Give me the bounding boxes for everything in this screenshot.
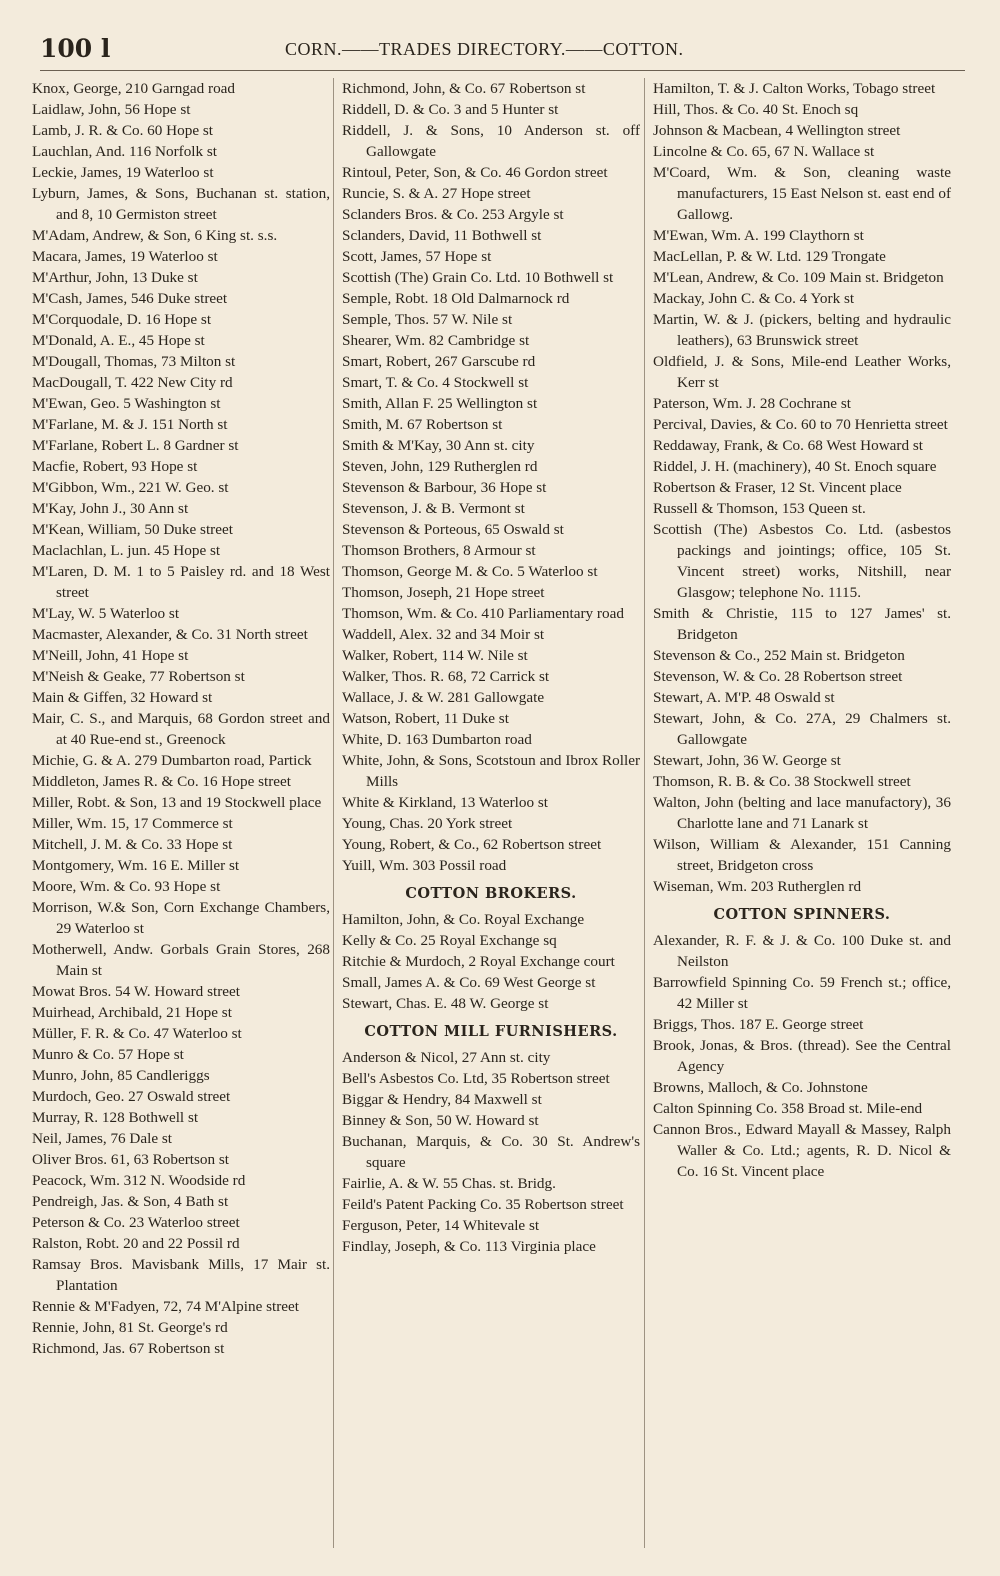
directory-entry: Walton, John (belting and lace manufactory), 36 Charlotte lane and 71 Lanark st (653, 794, 951, 832)
directory-entry: Waddell, Alex. 32 and 34 Moir st (342, 626, 545, 643)
directory-entry: Riddell, J. & Sons, 10 Anderson st. off Gallowgate (342, 122, 640, 160)
column-divider (333, 78, 334, 1548)
directory-entry: Ferguson, Peter, 14 Whitevale st (342, 1217, 540, 1234)
directory-entry: Oliver Bros. 61, 63 Robertson st (32, 1151, 230, 1168)
directory-entry: Shearer, Wm. 82 Cambridge st (342, 332, 530, 349)
directory-entry: Macfie, Robert, 93 Hope st (32, 458, 198, 475)
directory-entry: Muirhead, Archibald, 21 Hope st (32, 1004, 232, 1021)
directory-entry: Binney & Son, 50 W. Howard st (342, 1112, 539, 1129)
directory-entry: Mackay, John C. & Co. 4 York st (653, 290, 855, 307)
directory-entry: Moore, Wm. & Co. 93 Hope st (32, 878, 221, 895)
directory-entry: Runcie, S. & A. 27 Hope street (342, 185, 531, 202)
directory-entry: Steven, John, 129 Rutherglen rd (342, 458, 538, 475)
directory-entry: Scott, James, 57 Hope st (342, 248, 492, 265)
directory-entry: Reddaway, Frank, & Co. 68 West Howard st (653, 437, 924, 454)
directory-entry: Mair, C. S., and Marquis, 68 Gordon street and at 40 Rue-end st., Greenock (32, 710, 330, 748)
directory-entry: M'Neish & Geake, 77 Robertson st (32, 668, 245, 685)
directory-entry: Smith & Christie, 115 to 127 James' st. Bridgeton (653, 605, 951, 643)
directory-entry: Watson, Robert, 11 Duke st (342, 710, 509, 727)
directory-entry: Hamilton, T. & J. Calton Works, Tobago street (653, 80, 936, 97)
directory-entry: Anderson & Nicol, 27 Ann st. city (342, 1049, 551, 1066)
directory-entry: Semple, Thos. 57 W. Nile st (342, 311, 513, 328)
directory-entry: MacLellan, P. & W. Ltd. 129 Trongate (653, 248, 886, 265)
directory-entry: Martin, W. & J. (pickers, belting and hydraulic leathers), 63 Brunswick street (653, 311, 951, 349)
directory-entry: Smith & M'Kay, 30 Ann st. city (342, 437, 535, 454)
directory-entry: Hill, Thos. & Co. 40 St. Enoch sq (653, 101, 859, 118)
directory-entry: Michie, G. & A. 279 Dumbarton road, Partick (32, 752, 312, 769)
directory-entry: Middleton, James R. & Co. 16 Hope street (32, 773, 292, 790)
directory-entry: Bell's Asbestos Co. Ltd, 35 Robertson street (342, 1070, 610, 1087)
directory-entry: Kelly & Co. 25 Royal Exchange sq (342, 932, 557, 949)
directory-entry: White & Kirkland, 13 Waterloo st (342, 794, 549, 811)
page-header (40, 34, 980, 68)
directory-entry: M'Lean, Andrew, & Co. 109 Main st. Bridgeton (653, 269, 944, 286)
column-2 (342, 78, 640, 1558)
directory-entry: Yuill, Wm. 303 Possil road (342, 857, 507, 874)
column-1 (32, 78, 330, 1558)
directory-entry: Briggs, Thos. 187 E. George street (653, 1016, 864, 1033)
directory-entry: Lincolne & Co. 65, 67 N. Wallace st (653, 143, 875, 160)
section-heading-cotton-mill-furnishers: COTTON MILL FURNISHERS. (364, 1023, 618, 1040)
directory-entry: M'Farlane, M. & J. 151 North st (32, 416, 228, 433)
directory-entry: Riddel, J. H. (machinery), 40 St. Enoch square (653, 458, 937, 475)
listing-group (342, 1047, 640, 1257)
directory-entry: Thomson, George M. & Co. 5 Waterloo st (342, 563, 598, 580)
directory-entry: Ralston, Robt. 20 and 22 Possil rd (32, 1235, 240, 1252)
directory-entry: Richmond, John, & Co. 67 Robertson st (342, 80, 586, 97)
directory-entry: Young, Robert, & Co., 62 Robertson street (342, 836, 602, 853)
directory-entry: Knox, George, 210 Garngad road (32, 80, 236, 97)
running-head: CORN.——TRADES DIRECTORY.——COTTON. (285, 39, 684, 59)
directory-entry: Stewart, John, 36 W. George st (653, 752, 841, 769)
directory-entry: M'Lay, W. 5 Waterloo st (32, 605, 180, 622)
directory-entry: Stewart, Chas. E. 48 W. George st (342, 995, 549, 1012)
directory-entry: Thomson Brothers, 8 Armour st (342, 542, 536, 559)
directory-entry: Sclanders, David, 11 Bothwell st (342, 227, 542, 244)
directory-entry: Stevenson & Porteous, 65 Oswald st (342, 521, 564, 538)
listing-group (342, 909, 640, 1014)
directory-entry: Paterson, Wm. J. 28 Cochrane st (653, 395, 851, 412)
directory-entry: Peterson & Co. 23 Waterloo street (32, 1214, 240, 1231)
directory-entry: Feild's Patent Packing Co. 35 Robertson street (342, 1196, 624, 1213)
directory-entry: M'Arthur, John, 13 Duke st (32, 269, 198, 286)
directory-entry: Findlay, Joseph, & Co. 113 Virginia place (342, 1238, 596, 1255)
directory-entry: Scottish (The) Asbestos Co. Ltd. (asbestos packings and jointings; office, 105 St. Vincent street) works, Nitshill, near Glasgow; telephone No. 1115. (653, 521, 951, 601)
directory-entry: Stewart, A. M'P. 48 Oswald st (653, 689, 835, 706)
directory-entry: MacDougall, T. 422 New City rd (32, 374, 233, 391)
directory-entry: Walker, Robert, 114 W. Nile st (342, 647, 528, 664)
directory-entry: Ramsay Bros. Mavisbank Mills, 17 Mair st. Plantation (32, 1256, 330, 1294)
directory-entry: Biggar & Hendry, 84 Maxwell st (342, 1091, 542, 1108)
directory-entry: Walker, Thos. R. 68, 72 Carrick st (342, 668, 550, 685)
directory-entry: M'Gibbon, Wm., 221 W. Geo. st (32, 479, 229, 496)
directory-entry: Lauchlan, And. 116 Norfolk st (32, 143, 218, 160)
directory-entry: Miller, Robt. & Son, 13 and 19 Stockwell place (32, 794, 322, 811)
directory-entry: Neil, James, 76 Dale st (32, 1130, 173, 1147)
directory-entry: Rintoul, Peter, Son, & Co. 46 Gordon street (342, 164, 608, 181)
directory-entry: Müller, F. R. & Co. 47 Waterloo st (32, 1025, 242, 1042)
directory-entry: Richmond, Jas. 67 Robertson st (32, 1340, 225, 1357)
directory-entry: Thomson, R. B. & Co. 38 Stockwell street (653, 773, 911, 790)
directory-entry: Smith, Allan F. 25 Wellington st (342, 395, 538, 412)
directory-entry: Fairlie, A. & W. 55 Chas. st. Bridg. (342, 1175, 556, 1192)
section-heading-cotton-spinners: COTTON SPINNERS. (713, 906, 891, 923)
directory-entry: Miller, Wm. 15, 17 Commerce st (32, 815, 233, 832)
section-heading-cotton-brokers: COTTON BROKERS. (405, 885, 577, 902)
directory-entry: Cannon Bros., Edward Mayall & Massey, Ralph Waller & Co. Ltd.; agents, R. D. Nicol & Co. 16 St. Vincent place (653, 1121, 951, 1180)
directory-entry: Calton Spinning Co. 358 Broad st. Mile-end (653, 1100, 923, 1117)
column-divider (644, 78, 645, 1548)
directory-entry: Oldfield, J. & Sons, Mile-end Leather Works, Kerr st (653, 353, 951, 391)
directory-entry: Ritchie & Murdoch, 2 Royal Exchange court (342, 953, 615, 970)
directory-entry: Thomson, Wm. & Co. 410 Parliamentary road (342, 605, 624, 622)
directory-entry: Wiseman, Wm. 203 Rutherglen rd (653, 878, 862, 895)
directory-entry: M'Adam, Andrew, & Son, 6 King st. s.s. (32, 227, 278, 244)
directory-entry: Russell & Thomson, 153 Queen st. (653, 500, 866, 517)
listing-group (32, 78, 330, 1359)
directory-entry: M'Dougall, Thomas, 73 Milton st (32, 353, 236, 370)
directory-entry: Johnson & Macbean, 4 Wellington street (653, 122, 901, 139)
directory-entry: Stevenson, J. & B. Vermont st (342, 500, 525, 517)
column-3 (653, 78, 951, 1558)
directory-entry: Smart, Robert, 267 Garscube rd (342, 353, 536, 370)
directory-entry: Robertson & Fraser, 12 St. Vincent place (653, 479, 902, 496)
directory-entry: Small, James A. & Co. 69 West George st (342, 974, 596, 991)
directory-entry: Semple, Robt. 18 Old Dalmarnock rd (342, 290, 570, 307)
directory-entry: M'Farlane, Robert L. 8 Gardner st (32, 437, 239, 454)
directory-entry: Macara, James, 19 Waterloo st (32, 248, 218, 265)
directory-entry: Leckie, James, 19 Waterloo st (32, 164, 214, 181)
directory-entry: M'Cash, James, 546 Duke street (32, 290, 228, 307)
directory-entry: M'Laren, D. M. 1 to 5 Paisley rd. and 18 West street (32, 563, 330, 601)
listing-group (653, 78, 951, 897)
directory-entry: M'Kay, John J., 30 Ann st (32, 500, 189, 517)
directory-entry: Lamb, J. R. & Co. 60 Hope st (32, 122, 213, 139)
directory-entry: M'Neill, John, 41 Hope st (32, 647, 189, 664)
directory-entry: White, D. 163 Dumbarton road (342, 731, 532, 748)
directory-entry: Stevenson, W. & Co. 28 Robertson street (653, 668, 903, 685)
page-number: 100 l (40, 34, 111, 63)
directory-entry: Mowat Bros. 54 W. Howard street (32, 983, 240, 1000)
directory-entry: White, John, & Sons, Scotstoun and Ibrox Roller Mills (342, 752, 640, 790)
directory-entry: Rennie & M'Fadyen, 72, 74 M'Alpine street (32, 1298, 299, 1315)
listing-group (342, 78, 640, 876)
directory-entry: Maclachlan, L. jun. 45 Hope st (32, 542, 221, 559)
directory-entry: Lyburn, James, & Sons, Buchanan st. station, and 8, 10 Germiston street (32, 185, 330, 223)
header-rule (40, 70, 965, 71)
directory-entry: M'Corquodale, D. 16 Hope st (32, 311, 212, 328)
directory-entry: Thomson, Joseph, 21 Hope street (342, 584, 545, 601)
directory-entry: M'Ewan, Wm. A. 199 Claythorn st (653, 227, 864, 244)
directory-entry: Young, Chas. 20 York street (342, 815, 513, 832)
directory-entry: Scottish (The) Grain Co. Ltd. 10 Bothwell st (342, 269, 614, 286)
directory-entry: M'Donald, A. E., 45 Hope st (32, 332, 205, 349)
directory-entry: Percival, Davies, & Co. 60 to 70 Henrietta street (653, 416, 948, 433)
directory-entry: Murray, R. 128 Bothwell st (32, 1109, 199, 1126)
directory-entry: Montgomery, Wm. 16 E. Miller st (32, 857, 240, 874)
directory-entry: Motherwell, Andw. Gorbals Grain Stores, 268 Main st (32, 941, 330, 979)
directory-entry: Laidlaw, John, 56 Hope st (32, 101, 191, 118)
directory-entry: Wallace, J. & W. 281 Gallowgate (342, 689, 545, 706)
directory-entry: Stevenson & Co., 252 Main st. Bridgeton (653, 647, 905, 664)
directory-entry: Munro, John, 85 Candleriggs (32, 1067, 210, 1084)
directory-entry: Brook, Jonas, & Bros. (thread). See the Central Agency (653, 1037, 951, 1075)
directory-entry: Smith, M. 67 Robertson st (342, 416, 503, 433)
directory-entry: Riddell, D. & Co. 3 and 5 Hunter st (342, 101, 559, 118)
directory-entry: Macmaster, Alexander, & Co. 31 North street (32, 626, 308, 643)
directory-entry: Buchanan, Marquis, & Co. 30 St. Andrew's square (342, 1133, 640, 1171)
directory-entry: Smart, T. & Co. 4 Stockwell st (342, 374, 529, 391)
directory-entry: M'Ewan, Geo. 5 Washington st (32, 395, 221, 412)
directory-entry: Stewart, John, & Co. 27A, 29 Chalmers st. Gallowgate (653, 710, 951, 748)
directory-entry: Stevenson & Barbour, 36 Hope st (342, 479, 547, 496)
directory-entry: Main & Giffen, 32 Howard st (32, 689, 213, 706)
listing-group (653, 930, 951, 1182)
directory-entry: Peacock, Wm. 312 N. Woodside rd (32, 1172, 246, 1189)
directory-entry: Wilson, William & Alexander, 151 Canning street, Bridgeton cross (653, 836, 951, 874)
directory-entry: Browns, Malloch, & Co. Johnstone (653, 1079, 868, 1096)
directory-entry: Morrison, W.& Son, Corn Exchange Chambers, 29 Waterloo st (32, 899, 330, 937)
directory-entry: Munro & Co. 57 Hope st (32, 1046, 184, 1063)
directory-entry: M'Coard, Wm. & Son, cleaning waste manufacturers, 15 East Nelson st. east end of Gallowg. (653, 164, 951, 223)
directory-entry: Barrowfield Spinning Co. 59 French st.; office, 42 Miller st (653, 974, 951, 1012)
directory-entry: Murdoch, Geo. 27 Oswald street (32, 1088, 231, 1105)
directory-entry: Hamilton, John, & Co. Royal Exchange (342, 911, 585, 928)
directory-entry: Rennie, John, 81 St. George's rd (32, 1319, 228, 1336)
directory-entry: Sclanders Bros. & Co. 253 Argyle st (342, 206, 564, 223)
directory-entry: Pendreigh, Jas. & Son, 4 Bath st (32, 1193, 229, 1210)
directory-entry: Alexander, R. F. & J. & Co. 100 Duke st. and Neilston (653, 932, 951, 970)
directory-entry: Mitchell, J. M. & Co. 33 Hope st (32, 836, 233, 853)
directory-entry: M'Kean, William, 50 Duke street (32, 521, 233, 538)
